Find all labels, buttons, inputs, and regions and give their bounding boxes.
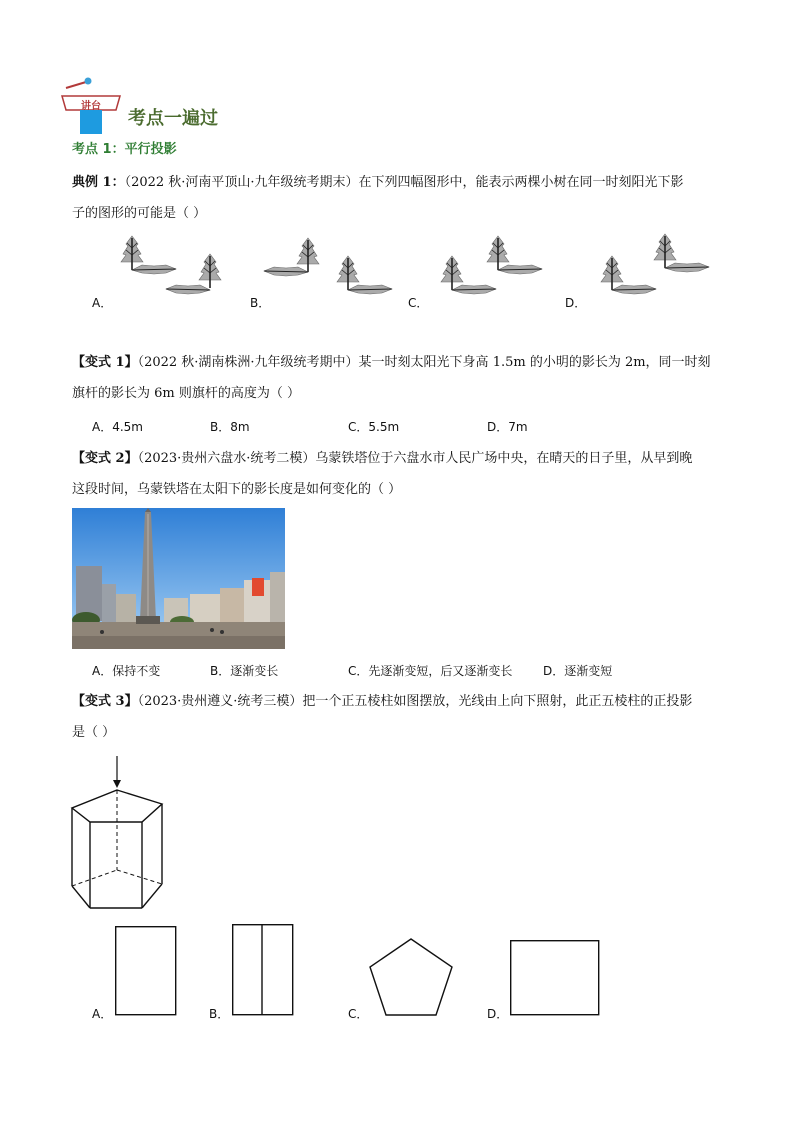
q3-option-d[interactable]: D．逐渐变短 xyxy=(543,664,613,678)
q1-option-a[interactable]: A． xyxy=(92,296,113,310)
q3-line2: 这段时间，乌蒙铁塔在太阳下的影长度是如何变化的（ ） xyxy=(72,482,402,497)
q4-figure-d xyxy=(510,940,600,1016)
q3-option-c[interactable]: C．先逐渐变短，后又逐渐变长 xyxy=(348,664,513,678)
q2-option-a[interactable]: A．4.5m xyxy=(92,420,143,434)
q4-figure-a xyxy=(115,926,177,1016)
q2-prefix: 【变式 1】 xyxy=(72,355,138,370)
q4-option-a[interactable]: A． xyxy=(92,1007,113,1021)
q1-line2: 子的图形的可能是（ ） xyxy=(72,206,207,221)
q2-text-1: （2022 秋·湖南株洲·九年级统考期中）某一时刻太阳光下身高 1.5m 的小明的影长为 2m，同一时刻 xyxy=(137,355,711,370)
q4-figure-c xyxy=(368,937,454,1017)
q1-text-1: （2022 秋·河南平顶山·九年级统考期末）在下列四幅图形中，能表示两棵小树在同一时刻阳光下影 xyxy=(124,175,684,190)
q1-line1 xyxy=(72,174,684,192)
q4-figure-b xyxy=(232,924,294,1016)
q3-option-a[interactable]: A．保持不变 xyxy=(92,664,161,678)
q3-line1 xyxy=(72,450,692,468)
q4-prefix: 【变式 3】 xyxy=(72,694,138,709)
q4-option-c[interactable]: C． xyxy=(348,1007,369,1021)
tower-photo xyxy=(72,508,285,649)
q1-prefix: 典例 1： xyxy=(72,175,125,190)
q3-prefix: 【变式 2】 xyxy=(72,451,138,466)
q4-option-d[interactable]: D． xyxy=(487,1007,509,1021)
section-title: 考点一遍过 xyxy=(128,108,218,129)
pentagonal-prism-figure xyxy=(68,756,178,916)
q3-option-b[interactable]: B．逐渐变长 xyxy=(210,664,279,678)
q1-option-c[interactable]: C． xyxy=(408,296,429,310)
q4-line2: 是（ ） xyxy=(72,725,116,740)
q3-text-1: （2023·贵州六盘水·统考二模）乌蒙铁塔位于六盘水市人民广场中央，在晴天的日子里，从早到晚 xyxy=(137,451,693,466)
q1-option-d[interactable]: D． xyxy=(565,296,587,310)
header-badge: 讲台 xyxy=(81,101,101,112)
q2-option-d[interactable]: D．7m xyxy=(487,420,528,434)
q1-option-b[interactable]: B． xyxy=(250,296,271,310)
q4-text-1: （2023·贵州遵义·统考三模）把一个正五棱柱如图摆放，光线由上向下照射，此正五棱柱的正投影 xyxy=(137,694,693,709)
q4-line1 xyxy=(72,693,692,711)
q4-option-b[interactable]: B． xyxy=(209,1007,230,1021)
q2-option-b[interactable]: B．8m xyxy=(210,420,250,434)
q2-line2: 旗杆的影长为 6m 则旗杆的高度为（ ） xyxy=(72,386,300,401)
q2-line1 xyxy=(72,354,711,372)
q1-figures xyxy=(90,232,730,302)
topic-title: 考点 1：平行投影 xyxy=(72,142,177,157)
q2-option-c[interactable]: C．5.5m xyxy=(348,420,400,434)
